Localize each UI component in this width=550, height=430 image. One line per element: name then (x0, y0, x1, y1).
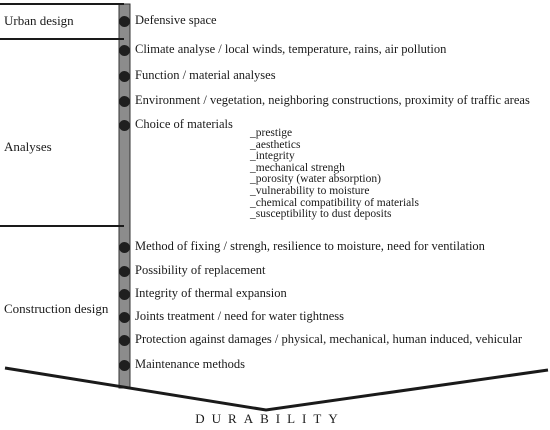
item-choice-of-materials: Choice of materials (135, 117, 233, 131)
item-joints-treatment: Joints treatment / need for water tightness (135, 309, 344, 323)
bullet-dot (119, 266, 130, 277)
bullet-dot (119, 312, 130, 323)
item-maintenance: Maintenance methods (135, 357, 246, 371)
material-criteria-list (250, 128, 419, 221)
bullet-dot (119, 242, 130, 253)
bullet-dot (119, 45, 130, 56)
funnel-line (5, 368, 548, 410)
criterion: _chemical compatibility of materials (250, 196, 419, 209)
bullet-dot (119, 71, 130, 82)
item-thermal-expansion: Integrity of thermal expansion (135, 286, 287, 300)
item-method-of-fixing: Method of fixing / strengh, resilience to moisture, need for ventilation (135, 239, 485, 253)
bullet-dot (119, 289, 130, 300)
timeline-bar (119, 4, 130, 388)
section-label-construction-design: Construction design (4, 301, 109, 316)
bullet-dot (119, 96, 130, 107)
criterion: _prestige (250, 127, 293, 139)
item-protection: Protection against damages / physical, mechanical, human induced, vehicular (135, 332, 523, 346)
criterion: _susceptibility to dust deposits (250, 208, 392, 221)
section-label-analyses: Analyses (4, 139, 52, 154)
criterion: _integrity (250, 150, 295, 163)
item-function-material: Function / material analyses (135, 68, 276, 82)
criterion: _porosity (water absorption) (250, 173, 381, 186)
item-replacement: Possibility of replacement (135, 263, 266, 277)
item-environment: Environment / vegetation, neighboring constructions, proximity of traffic areas (135, 93, 530, 107)
item-climate-analyse: Climate analyse / local winds, temperature, rains, air pollution (135, 42, 447, 56)
bullet-dot (119, 120, 130, 131)
criterion: _mechanical strengh (250, 161, 345, 174)
item-defensive-space: Defensive space (135, 13, 217, 27)
durability-label: DURABILITY (195, 411, 345, 426)
bullet-dot (119, 360, 130, 371)
bullet-dot (119, 335, 130, 346)
criterion: _aesthetics (250, 138, 301, 151)
bullet-dot (119, 16, 130, 27)
section-label-urban-design: Urban design (4, 13, 74, 28)
criterion: _vulnerability to moisture (250, 184, 370, 197)
